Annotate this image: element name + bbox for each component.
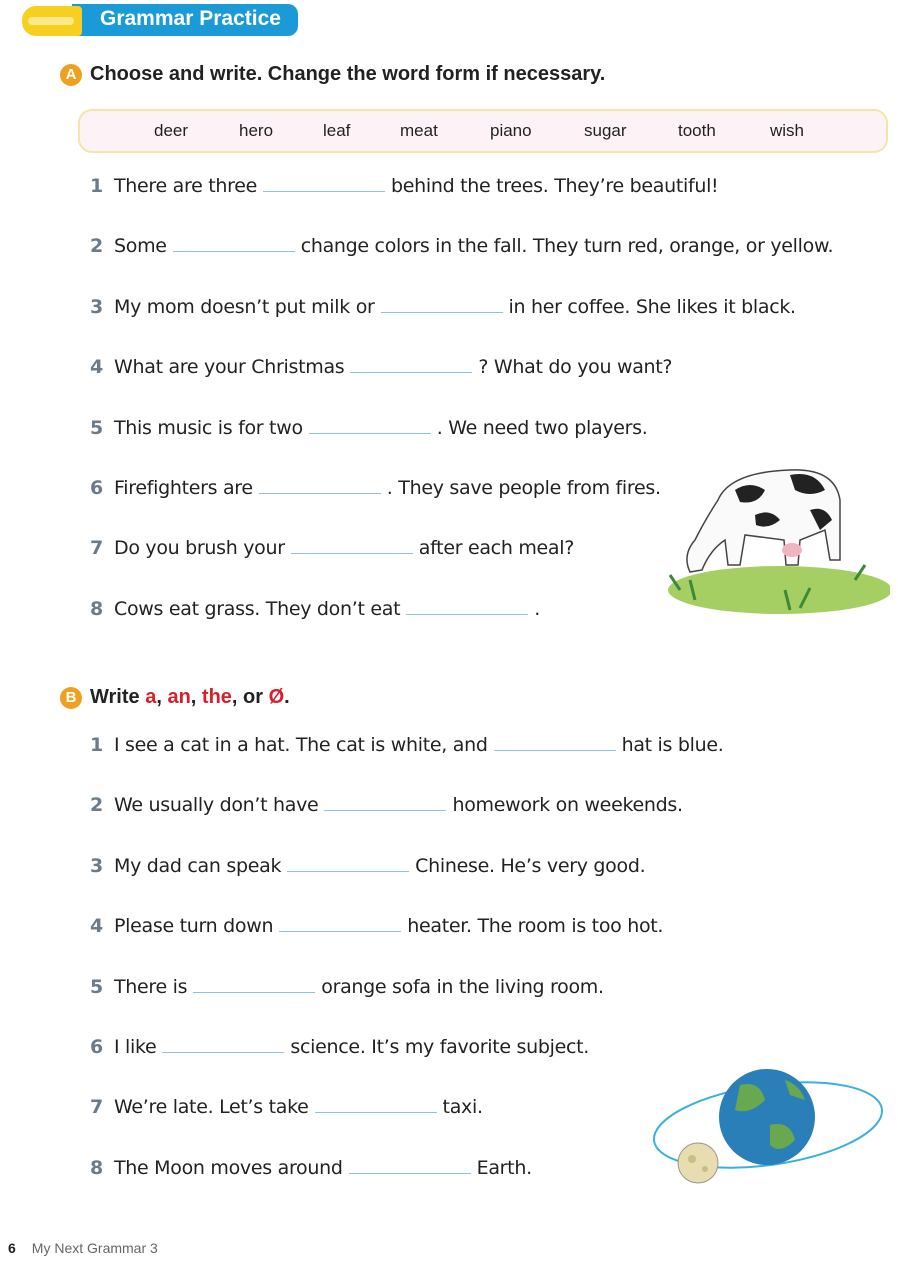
item-text-before: Some xyxy=(114,235,167,258)
exercise-item xyxy=(90,475,661,499)
item-text-after: science. It’s my favorite subject. xyxy=(290,1036,589,1058)
item-number: 6 xyxy=(90,1036,103,1058)
item-text-before: What are your Christmas xyxy=(114,356,345,379)
article-option: an xyxy=(167,686,191,708)
item-number: 2 xyxy=(90,235,103,258)
answer-blank[interactable] xyxy=(259,475,381,494)
word-bank-word: sugar xyxy=(584,121,627,140)
instruction-text: . xyxy=(284,686,290,708)
exercise-item xyxy=(90,535,574,559)
item-number: 3 xyxy=(90,854,103,877)
item-number: 6 xyxy=(90,477,103,499)
answer-blank[interactable] xyxy=(279,913,401,932)
item-text-after: Chinese. He’s very good. xyxy=(415,854,646,877)
item-text-before: The Moon moves around xyxy=(114,1156,343,1179)
exercise-item xyxy=(90,1094,483,1118)
item-text-before: My dad can speak xyxy=(114,854,282,877)
item-number: 7 xyxy=(90,537,103,560)
item-text-before: I see a cat in a hat. The cat is white, and xyxy=(114,734,488,756)
article-option: a xyxy=(145,686,157,708)
answer-blank[interactable] xyxy=(263,173,385,192)
word-bank-word: wish xyxy=(770,121,805,140)
item-text-after: change colors in the fall. They turn red, orange, or yellow. xyxy=(300,235,834,258)
answer-blank[interactable] xyxy=(309,415,431,434)
word-bank-word: hero xyxy=(239,121,274,140)
exercise-item xyxy=(90,974,604,998)
item-text-after: taxi. xyxy=(442,1096,483,1119)
answer-blank[interactable] xyxy=(350,354,472,373)
item-text-after: . They save people from fires. xyxy=(386,477,661,499)
word-bank xyxy=(78,109,888,153)
instruction-text: , xyxy=(156,686,168,708)
answer-blank[interactable] xyxy=(291,535,413,554)
answer-blank[interactable] xyxy=(193,974,315,993)
exercise-item xyxy=(90,732,723,756)
exercise-item xyxy=(90,913,663,937)
answer-blank[interactable] xyxy=(381,294,503,313)
word-bank-word: leaf xyxy=(323,121,351,140)
answer-blank[interactable] xyxy=(406,596,528,615)
exercise-item xyxy=(90,294,796,318)
exercise-item xyxy=(90,792,683,816)
exercise-item xyxy=(90,596,540,620)
section-a-heading xyxy=(60,63,605,86)
item-text-after: . We need two players. xyxy=(436,416,648,439)
answer-blank[interactable] xyxy=(494,732,616,751)
section-b-badge: B xyxy=(60,687,82,709)
instruction-text: Write xyxy=(90,686,146,708)
word-bank-word: piano xyxy=(490,121,532,140)
section-a-instruction: Choose and write. Change the word form if necessary. xyxy=(90,63,606,85)
item-text-after: after each meal? xyxy=(418,537,575,560)
instruction-text: , xyxy=(190,686,202,708)
earth-moon-illustration xyxy=(650,1065,890,1190)
item-text-before: I like xyxy=(114,1036,157,1058)
book-title: My Next Grammar 3 xyxy=(31,1240,158,1256)
item-number: 5 xyxy=(90,416,103,439)
article-option: Ø xyxy=(268,686,285,708)
section-a-badge: A xyxy=(60,64,82,86)
item-text-before: Cows eat grass. They don’t eat xyxy=(114,597,401,620)
clip-icon xyxy=(22,6,82,36)
item-text-before: Firefighters are xyxy=(114,477,253,499)
item-text-after: orange sofa in the living room. xyxy=(321,975,604,998)
answer-blank[interactable] xyxy=(315,1094,437,1113)
item-text-after: in her coffee. She likes it black. xyxy=(508,295,796,318)
exercise-item xyxy=(90,173,718,197)
item-number: 2 xyxy=(90,794,103,817)
item-number: 1 xyxy=(90,175,103,197)
section-b-heading xyxy=(60,686,290,709)
word-bank-word: meat xyxy=(400,121,438,140)
item-text-after: heater. The room is too hot. xyxy=(407,915,664,938)
item-text-before: We’re late. Let’s take xyxy=(114,1096,309,1119)
exercise-item xyxy=(90,853,645,877)
page-footer xyxy=(8,1240,158,1256)
item-number: 8 xyxy=(90,597,103,620)
instruction-text: , or xyxy=(231,686,269,708)
item-text-after: behind the trees. They’re beautiful! xyxy=(391,175,719,197)
exercise-item xyxy=(90,233,833,257)
item-text-before: My mom doesn’t put milk or xyxy=(114,295,375,318)
item-text-before: There are three xyxy=(114,175,257,197)
item-text-after: . xyxy=(534,597,540,620)
article-option: the xyxy=(201,686,232,708)
cow-illustration xyxy=(640,460,890,620)
item-text-after: ? What do you want? xyxy=(478,356,673,379)
item-number: 8 xyxy=(90,1156,103,1179)
answer-blank[interactable] xyxy=(287,853,409,872)
answer-blank[interactable] xyxy=(324,792,446,811)
item-text-after: homework on weekends. xyxy=(452,794,683,817)
word-bank-word: deer xyxy=(154,121,189,140)
banner-title: Grammar Practice xyxy=(100,7,281,30)
item-number: 7 xyxy=(90,1096,103,1119)
item-text-after: Earth. xyxy=(476,1156,532,1179)
section-b-instruction xyxy=(90,686,290,709)
answer-blank[interactable] xyxy=(349,1155,471,1174)
section-banner xyxy=(22,4,300,36)
exercise-item xyxy=(90,1155,532,1179)
item-number: 4 xyxy=(90,356,103,379)
exercise-item xyxy=(90,1034,589,1058)
page-number: 6 xyxy=(8,1240,16,1256)
item-text-after: hat is blue. xyxy=(621,734,724,756)
item-text-before: Do you brush your xyxy=(114,537,285,560)
exercise-item xyxy=(90,415,648,439)
answer-blank[interactable] xyxy=(162,1034,284,1053)
item-text-before: There is xyxy=(114,975,188,998)
item-number: 4 xyxy=(90,915,103,938)
word-bank-word: tooth xyxy=(678,121,716,140)
item-text-before: We usually don’t have xyxy=(114,794,319,817)
item-text-before: Please turn down xyxy=(114,915,274,938)
item-text-before: This music is for two xyxy=(114,416,303,439)
item-number: 1 xyxy=(90,734,103,756)
exercise-item xyxy=(90,354,672,378)
item-number: 3 xyxy=(90,295,103,318)
item-number: 5 xyxy=(90,975,103,998)
answer-blank[interactable] xyxy=(173,233,295,252)
